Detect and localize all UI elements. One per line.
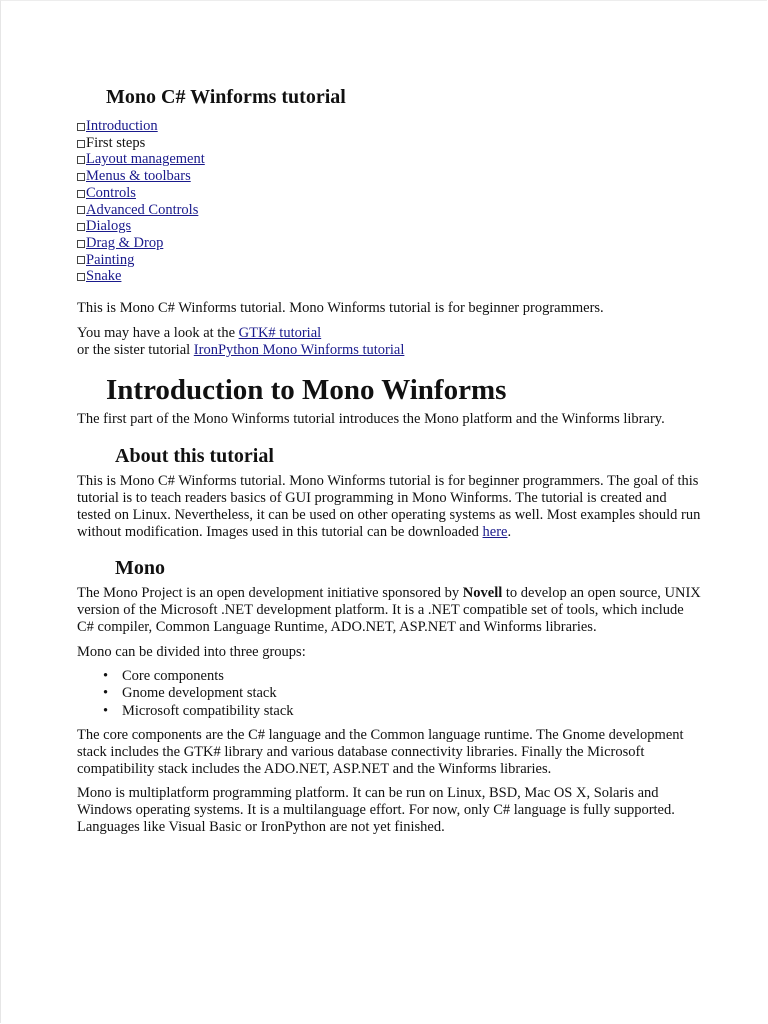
toc-item — [77, 118, 703, 135]
sister-prefix: or the sister tutorial — [77, 341, 194, 358]
toc-item — [77, 135, 703, 152]
list-item: • Gnome development stack — [103, 685, 703, 703]
download-images-link[interactable]: here — [482, 523, 508, 540]
toc-item — [77, 185, 703, 202]
toc-link-controls[interactable]: Controls — [86, 184, 136, 201]
toc-item — [77, 252, 703, 269]
introduction-heading: Introduction to Mono Winforms — [106, 374, 507, 407]
about-paragraph — [77, 473, 703, 540]
mono-p1-prefix: The Mono Project is an open development initiative sponsored by — [77, 585, 463, 602]
toc-link-advanced-controls[interactable]: Advanced Controls — [86, 201, 199, 218]
related-tutorials-paragraph — [77, 325, 703, 359]
list-item: • Core components — [103, 668, 703, 686]
toc-item — [77, 151, 703, 168]
table-of-contents — [77, 118, 703, 285]
intro-paragraph: This is Mono C# Winforms tutorial. Mono Winforms tutorial is for beginner programmers. — [77, 300, 604, 317]
mono-p1-suffix: to develop an open source, UNIX version of the Microsoft .NET development platform. It is a .NET compatible set of tools, which include C# compiler, Common Language Runtime, ADO.NET, ASP.NET and Winforms libraries. — [77, 585, 701, 635]
novell-bold: Novell — [462, 585, 503, 602]
gtk-tutorial-link[interactable]: GTK# tutorial — [238, 324, 322, 341]
toc-link-introduction[interactable]: Introduction — [86, 118, 158, 134]
list-item: • Microsoft compatibility stack — [103, 703, 703, 721]
about-suffix: . — [507, 523, 512, 540]
mono-paragraph-1 — [77, 585, 703, 635]
tutorial-title: Mono C# Winforms tutorial — [106, 86, 346, 108]
checkbox-icon — [77, 240, 85, 248]
ironpython-tutorial-link[interactable]: IronPython Mono Winforms tutorial — [193, 341, 405, 358]
checkbox-icon — [77, 156, 85, 164]
toc-link-menus-toolbars[interactable]: Menus & toolbars — [86, 168, 191, 185]
toc-item — [77, 235, 703, 252]
mono-paragraph-3: The core components are the C# language and the Common language runtime. The Gnome development stack includes the GTK# library and various database connectivity libraries. Finally the Microsoft compatibility stack includes the ADO.NET, ASP.NET and the Winforms libraries. — [77, 726, 684, 777]
checkbox-icon — [77, 206, 85, 214]
toc-item — [77, 168, 703, 185]
introduction-paragraph: The first part of the Mono Winforms tutorial introduces the Mono platform and the Winforms library. — [77, 411, 665, 428]
toc-link-snake[interactable]: Snake — [86, 268, 122, 285]
about-heading: About this tutorial — [115, 445, 274, 468]
toc-item — [77, 268, 703, 285]
toc-link-painting[interactable]: Painting — [86, 251, 135, 268]
mono-paragraph-2: Mono can be divided into three groups: — [77, 643, 306, 660]
checkbox-icon — [77, 190, 85, 198]
checkbox-icon — [77, 256, 85, 264]
look-prefix: You may have a look at the — [77, 324, 239, 341]
toc-link-drag-drop[interactable]: Drag & Drop — [86, 234, 164, 251]
mono-paragraph-4: Mono is multiplatform programming platform. It can be run on Linux, BSD, Mac OS X, Solaris and Windows operating systems. It is a multilanguage effort. For now, only C# language is fully supported. Languages like Visual Basic or IronPython are not yet finished. — [77, 785, 675, 835]
checkbox-icon — [77, 223, 85, 231]
mono-heading: Mono — [115, 557, 165, 580]
checkbox-icon — [77, 140, 85, 148]
about-text: This is Mono C# Winforms tutorial. Mono Winforms tutorial is for beginner programmers. The goal of this tutorial is to teach readers basics of GUI programming in Mono Winforms. The tutorial is created and tested on Linux. Nevertheless, it can be used on other operating systems as well. Most examples should run without modification. Images used in this tutorial can be downloaded — [77, 473, 701, 540]
toc-item — [77, 218, 703, 235]
toc-link-layout-management[interactable]: Layout management — [86, 151, 205, 168]
toc-text-first-steps: First steps — [86, 134, 146, 151]
toc-link-dialogs[interactable]: Dialogs — [86, 218, 132, 235]
mono-groups-list — [77, 668, 703, 721]
checkbox-icon — [77, 173, 85, 181]
checkbox-icon — [77, 273, 85, 281]
checkbox-icon — [77, 123, 85, 131]
toc-item — [77, 202, 703, 219]
document-content — [77, 81, 703, 836]
